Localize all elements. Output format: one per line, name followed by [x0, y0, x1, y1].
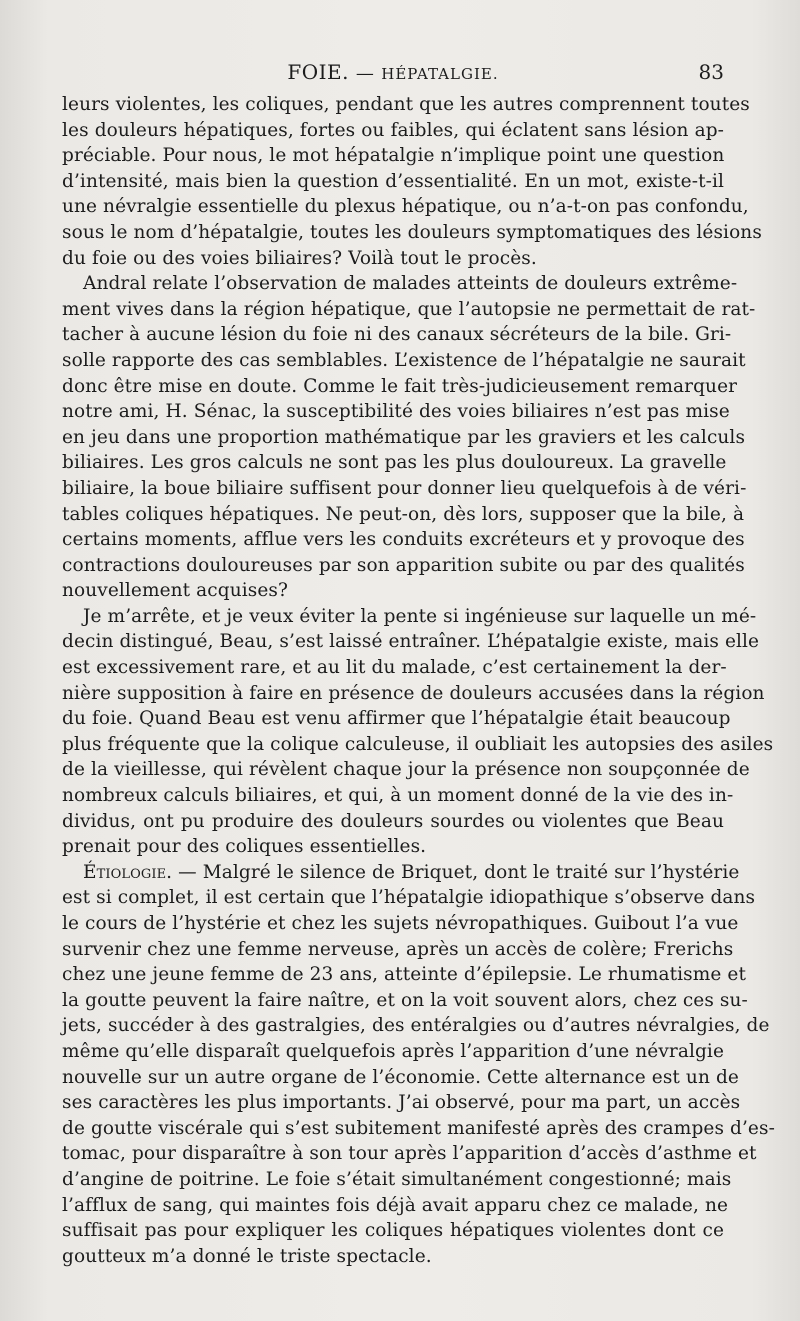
text-line: plus fréquente que la colique calculeuse, il oubliait les autopsies des asiles: [62, 733, 774, 755]
text-line: de goutte viscérale qui s’est subitement manifesté après des crampes d’es-: [62, 1117, 775, 1139]
text-line: sous le nom d’hépatalgie, toutes les douleurs symptomatiques des lésions: [62, 221, 762, 243]
text-line: goutteux m’a donné le triste spectacle.: [62, 1245, 432, 1267]
text-line: prenait pour des coliques essentielles.: [62, 836, 427, 858]
text-line: dividus, ont pu produire des douleurs sourdes ou violentes que Beau: [62, 810, 724, 832]
running-header: [62, 60, 724, 88]
page-number: 83: [698, 60, 724, 84]
text-line: nombreux calculs biliaires, et qui, à un moment donné de la vie des in-: [62, 785, 734, 807]
header-title: [62, 60, 724, 84]
header-separator: —: [355, 63, 375, 84]
text-line: solle rapporte des cas semblables. L’existence de l’hépatalgie ne saurait: [62, 349, 746, 371]
text-line: contractions douloureuses par son apparition subite ou par des qualités: [62, 554, 745, 576]
text-line: survenir chez une femme nerveuse, après un accès de colère; Frerichs: [62, 938, 734, 960]
text-line: tomac, pour disparaître à son tour après l’apparition d’accès d’asthme et: [62, 1143, 757, 1165]
text-line: est si complet, il est certain que l’hépatalgie idiopathique s’observe dans: [62, 887, 756, 909]
text-line: Andral relate l’observation de malades atteints de douleurs extrême-: [83, 273, 738, 295]
text-line: leurs violentes, les coliques, pendant que les autres comprennent toutes: [62, 94, 750, 115]
text-line: une névralgie essentielle du plexus hépatique, ou n’a-t-on pas confondu,: [62, 196, 749, 218]
text-line: en jeu dans une proportion mathématique par les graviers et les calculs: [62, 426, 746, 448]
text-line: ment vives dans la région hépatique, que l’autopsie ne permettait de rat-: [62, 298, 756, 320]
text-line: nouvelle sur un autre organe de l’économie. Cette alternance est un de: [62, 1066, 739, 1088]
text-line: chez une jeune femme de 23 ans, atteinte d’épilepsie. Le rhumatisme et: [62, 964, 747, 986]
text-line: jets, succéder à des gastralgies, des entéralgies ou d’autres névralgies, de: [62, 1015, 770, 1037]
text-line: certains moments, afflue vers les conduits excréteurs et y provoque des: [62, 529, 745, 551]
text-line: la goutte peuvent la faire naître, et on la voit souvent alors, chez ces su-: [62, 989, 748, 1011]
text-line: tables coliques hépatiques. Ne peut-on, dès lors, supposer que la bile, à: [62, 503, 745, 525]
text-line: nouvellement acquises?: [62, 580, 288, 602]
text-line: biliaires. Les gros calculs ne sont pas les plus douloureux. La gravelle: [62, 452, 727, 474]
text-line: est excessivement rare, et au lit du malade, c’est certainement la der-: [62, 657, 727, 679]
text-line: donc être mise en doute. Comme le fait très-judicieusement remarquer: [62, 375, 738, 397]
text-line: decin distingué, Beau, s’est laissé entraîner. L’hépatalgie existe, mais elle: [62, 631, 760, 653]
section-title: HÉPATALGIE.: [381, 65, 499, 83]
text-line: Je m’arrête, et je veux éviter la pente si ingénieuse sur laquelle un mé-: [83, 605, 757, 627]
text-line: préciable. Pour nous, le mot hépatalgie n’implique point une question: [62, 145, 725, 167]
text-line: de la vieillesse, qui révèlent chaque jour la présence non soupçonnée de: [62, 759, 750, 781]
section-heading-etiologie: Étiologie.: [83, 861, 173, 883]
text-line: suffisait pas pour expliquer les coliques hépatiques violentes dont ce: [62, 1220, 724, 1242]
text-line: du foie. Quand Beau est venu affirmer que l’hépatalgie était beaucoup: [62, 708, 731, 730]
text-line: biliaire, la boue biliaire suffisent pour donner lieu quelquefois à de véri-: [62, 477, 747, 499]
text-line: du foie ou des voies biliaires? Voilà tout le procès.: [62, 247, 537, 269]
text-line: notre ami, H. Sénac, la susceptibilité des voies biliaires n’est pas mise: [62, 401, 730, 423]
text-line: d’intensité, mais bien la question d’essentialité. En un mot, existe-t-il: [62, 170, 724, 192]
text-line: d’angine de poitrine. Le foie s’était simultanément congestionné; mais: [62, 1168, 732, 1190]
text-line: [62, 860, 740, 886]
text-line: l’afflux de sang, qui maintes fois déjà avait apparu chez ce malade, ne: [62, 1194, 729, 1216]
text-line: même qu’elle disparaît quelquefois après l’apparition d’une névralgie: [62, 1040, 724, 1062]
text-line: les douleurs hépatiques, fortes ou faibles, qui éclatent sans lésion ap-: [62, 119, 724, 141]
text-line: nière supposition à faire en présence de douleurs accusées dans la région: [62, 682, 765, 704]
chapter-title: FOIE.: [287, 60, 350, 84]
text-line: tacher à aucune lésion du foie ni des canaux sécréteurs de la bile. Gri-: [62, 324, 732, 346]
text-line: ses caractères les plus importants. J’ai observé, pour ma part, un accès: [62, 1092, 741, 1114]
text-line-rest: — Malgré le silence de Briquet, dont le traité sur l’hystérie: [172, 861, 740, 883]
body-text: [62, 92, 775, 1269]
text-line: le cours de l’hystérie et chez les sujets névropathiques. Guibout l’a vue: [62, 913, 739, 934]
